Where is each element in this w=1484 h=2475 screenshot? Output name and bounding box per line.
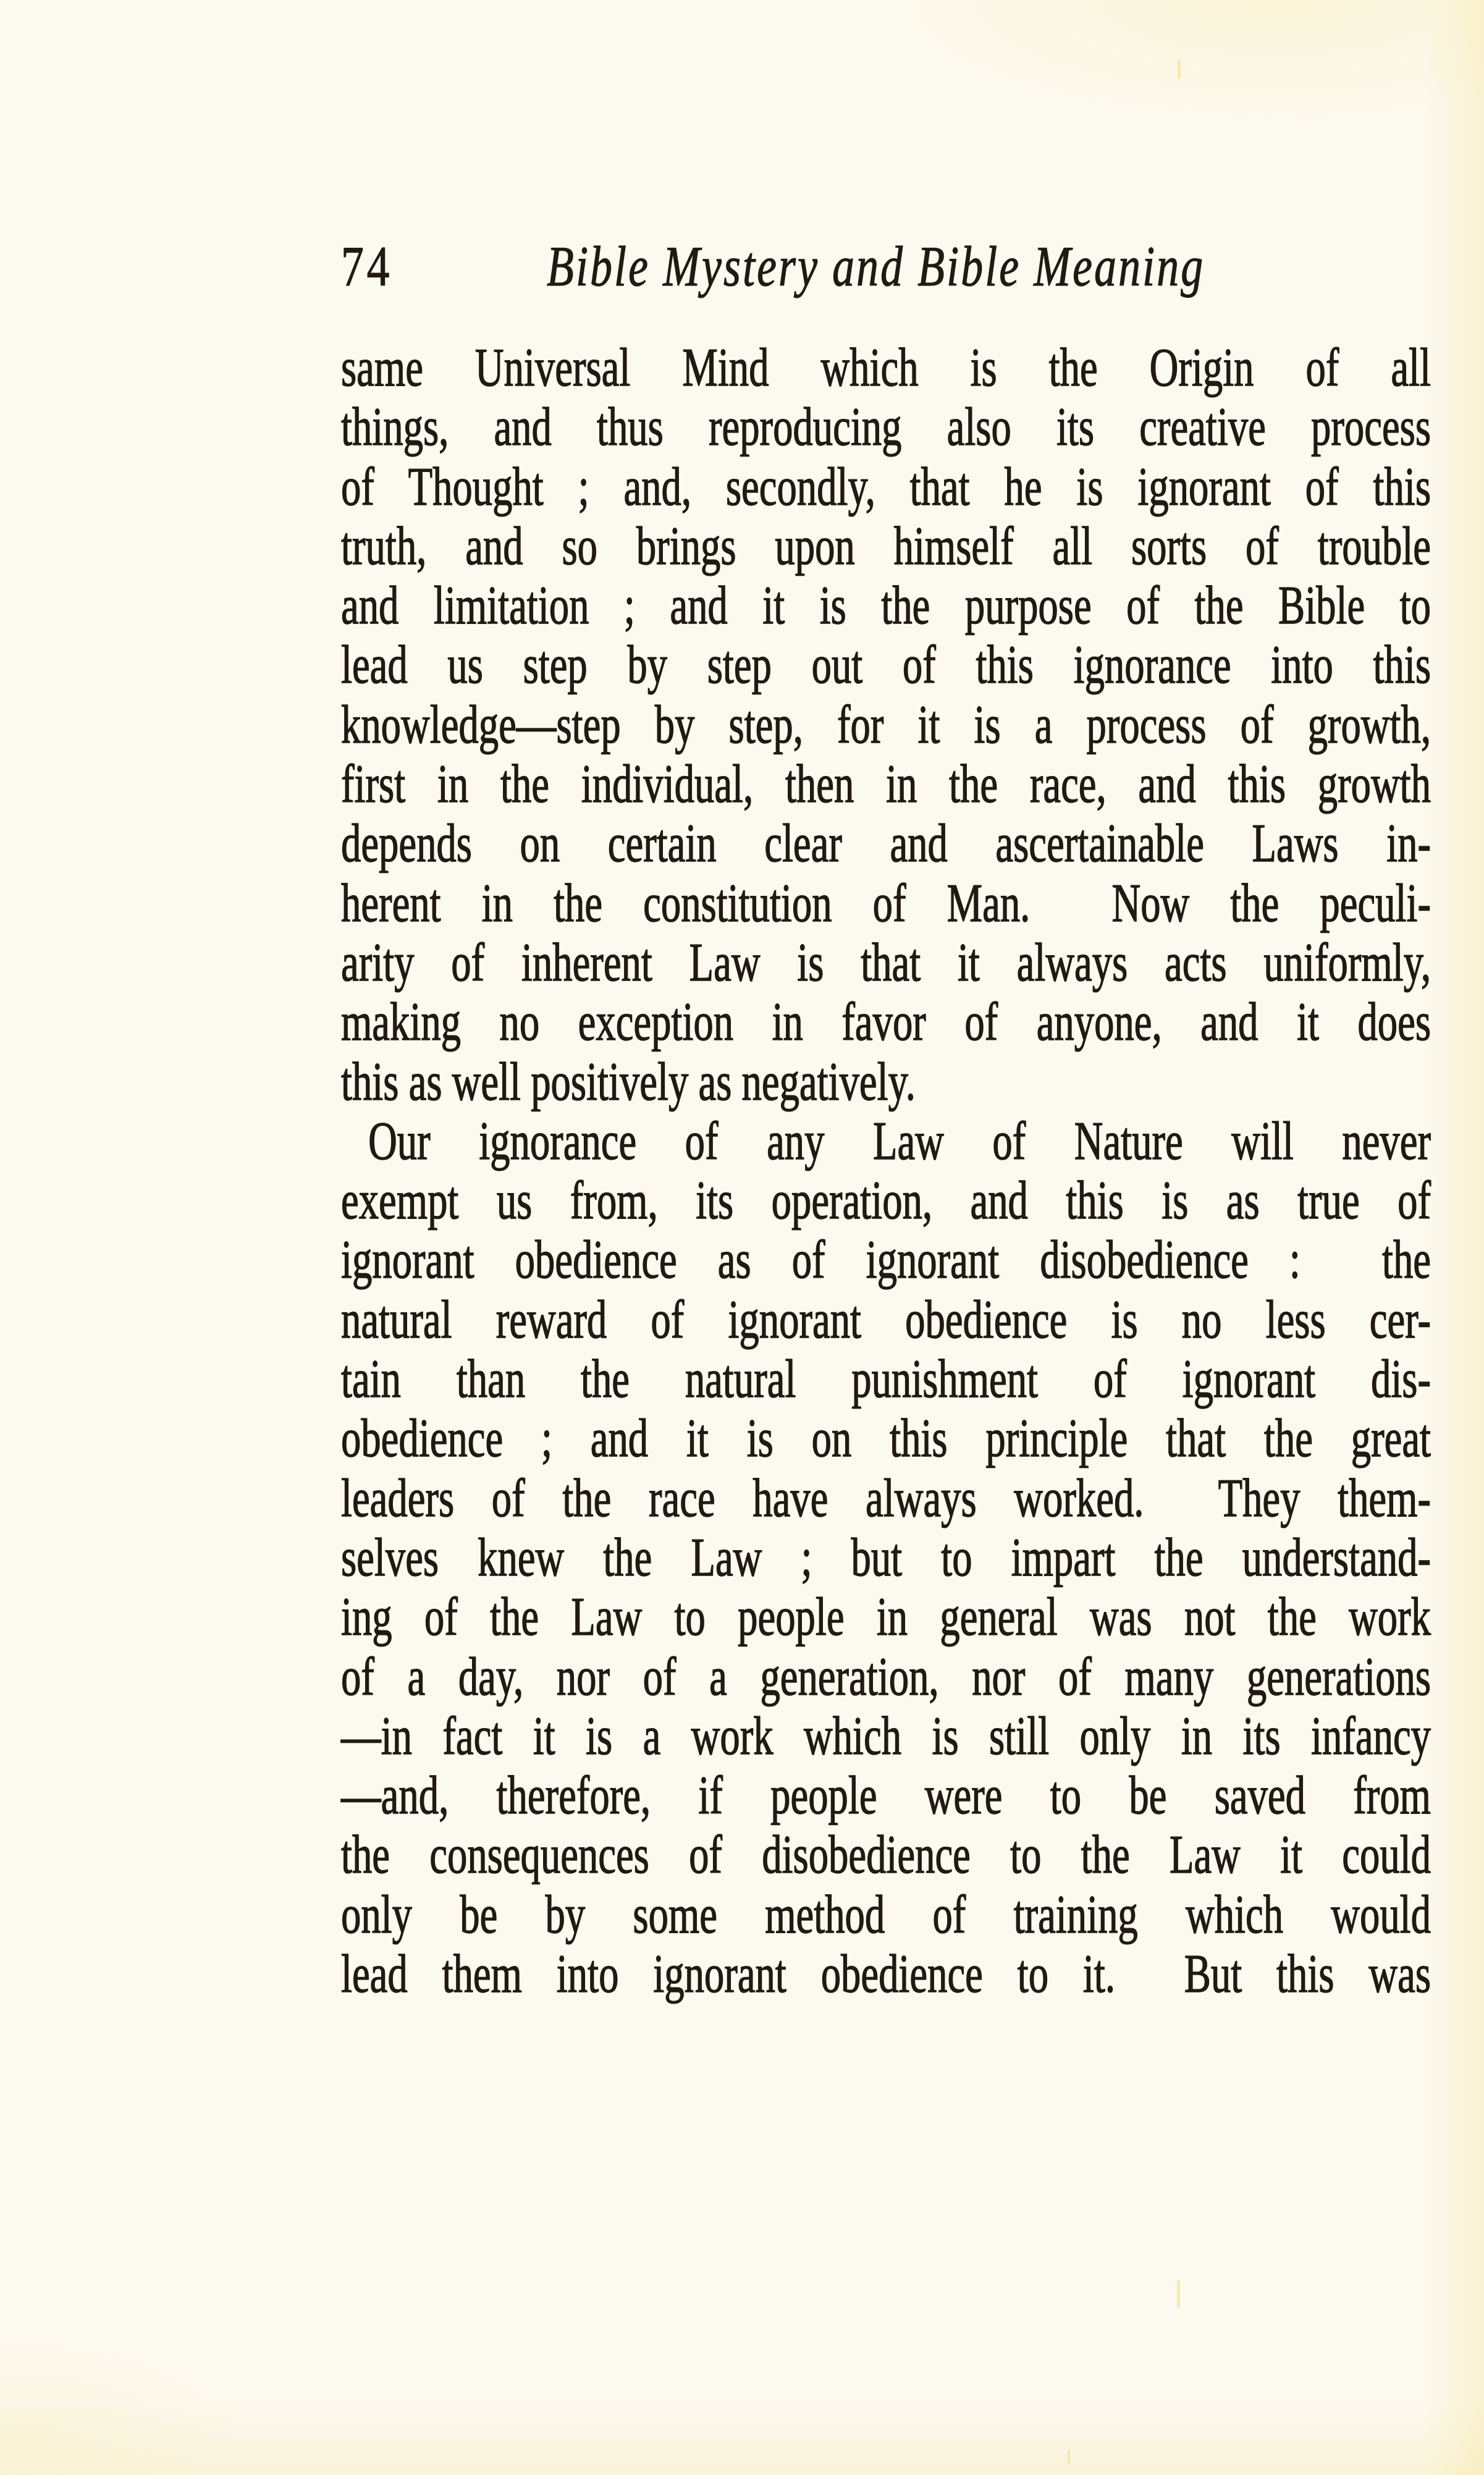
text-line: only be by some method of training which would — [341, 1884, 1431, 1945]
text-line: ing of the Law to people in general was not the work — [341, 1587, 1431, 1648]
paper-blemish — [1178, 59, 1181, 79]
paper-blemish — [1177, 2280, 1180, 2308]
text-block — [341, 339, 1431, 2004]
text-line: making no exception in favor of anyone, and it does — [341, 992, 1431, 1053]
text-line: ignorant obedience as of ignorant disobedience : the — [341, 1230, 1431, 1291]
page-number: 74 — [341, 235, 393, 298]
text-line: depends on certain clear and ascertainable Laws in- — [341, 814, 1431, 874]
text-line: this as well positively as negatively. — [341, 1052, 916, 1112]
text-line: leaders of the race have always worked. They them- — [341, 1468, 1431, 1528]
text-line: lead us step by step out of this ignorance into this — [341, 635, 1431, 696]
text-line: the consequences of disobedience to the Law it could — [341, 1825, 1431, 1886]
page-header — [341, 235, 1431, 306]
text-line: of Thought ; and, secondly, that he is ignorant of this — [341, 457, 1431, 517]
text-line: selves knew the Law ; but to impart the understand- — [341, 1527, 1431, 1588]
text-line: Our ignorance of any Law of Nature will never — [368, 1111, 1431, 1171]
text-line: natural reward of ignorant obedience is no less cer- — [341, 1289, 1431, 1350]
running-title: Bible Mystery and Bible Meaning — [547, 235, 1205, 298]
paper-blemish — [1068, 2449, 1070, 2464]
text-line: herent in the constitution of Man. Now the peculi- — [341, 873, 1431, 934]
text-line: of a day, nor of a generation, nor of many generations — [341, 1646, 1431, 1707]
text-line: things, and thus reproducing also its creative process — [341, 397, 1431, 458]
text-line: —in fact it is a work which is still only in its infancy — [341, 1706, 1431, 1766]
text-line: tain than the natural punishment of ignorant dis- — [341, 1349, 1431, 1410]
text-line: knowledge—step by step, for it is a process of growth, — [341, 694, 1431, 755]
text-line: first in the individual, then in the race, and this growth — [341, 754, 1431, 815]
text-line: lead them into ignorant obedience to it. But this was — [341, 1944, 1431, 2005]
text-line: —and, therefore, if people were to be saved from — [341, 1766, 1431, 1826]
text-line: obedience ; and it is on this principle that the great — [341, 1409, 1431, 1469]
text-line: exempt us from, its operation, and this is as true of — [341, 1171, 1431, 1231]
text-line: truth, and so brings upon himself all sorts of trouble — [341, 516, 1431, 576]
text-line: same Universal Mind which is the Origin of all — [341, 338, 1431, 398]
text-line: arity of inherent Law is that it always acts uniformly, — [341, 932, 1431, 993]
text-line: and limitation ; and it is the purpose of the Bible to — [341, 576, 1431, 636]
